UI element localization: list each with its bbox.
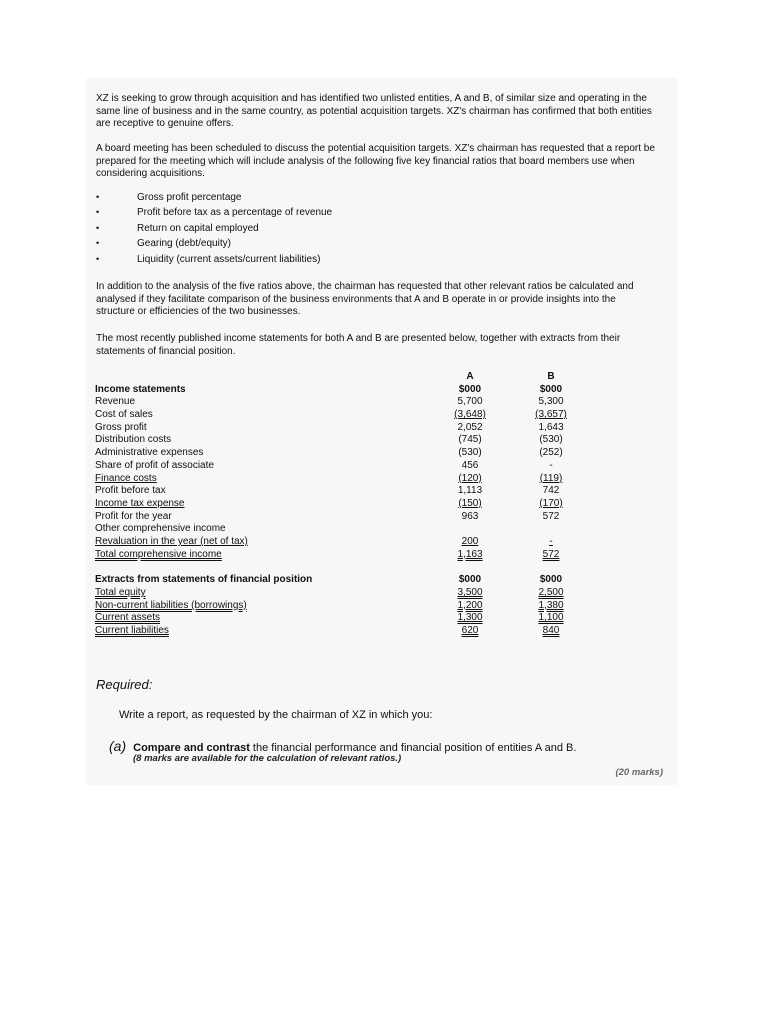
- bullet-icon: •: [96, 238, 100, 249]
- value-a: 5,700: [457, 396, 483, 408]
- value-b: 1,643: [538, 421, 564, 433]
- value-a: 963: [461, 510, 479, 522]
- value-a: 200: [461, 535, 479, 547]
- table-row: [95, 460, 595, 473]
- row-label: Revaluation in the year (net of tax): [95, 535, 248, 547]
- value-b: 1,380: [538, 599, 564, 611]
- value-b: 572: [542, 548, 560, 560]
- row-label: Cost of sales: [95, 409, 153, 421]
- value-b: 742: [542, 485, 560, 497]
- table-row: [95, 422, 595, 435]
- table-row: [95, 536, 595, 549]
- row-label: Finance costs: [95, 472, 157, 484]
- list-item-text: Liquidity (current assets/current liabilities): [137, 253, 321, 265]
- value-a: 620: [461, 625, 479, 637]
- value-a: (3,648): [454, 409, 486, 421]
- table-row: [95, 498, 595, 511]
- income-heading-row: [95, 384, 595, 397]
- value-a: (150): [458, 497, 482, 509]
- row-label: Current assets: [95, 612, 161, 624]
- value-b: (3,657): [535, 409, 567, 421]
- required-heading: Required:: [96, 677, 153, 692]
- value-a: (745): [458, 434, 482, 446]
- row-label: Share of profit of associate: [95, 459, 214, 471]
- table-row: [95, 612, 595, 625]
- value-b: 5,300: [538, 396, 564, 408]
- row-label: Distribution costs: [95, 434, 172, 446]
- row-label: Profit for the year: [95, 510, 172, 522]
- row-label: Income tax expense: [95, 497, 185, 509]
- row-label: Revenue: [95, 396, 136, 408]
- bullet-icon: •: [96, 207, 100, 218]
- ratio-list: [96, 190, 332, 267]
- table-row: [95, 523, 595, 536]
- table-row: [95, 447, 595, 460]
- row-label: Gross profit: [95, 421, 147, 433]
- position-heading-row: [95, 574, 595, 587]
- income-statements-heading: Income statements: [95, 383, 186, 395]
- board-meeting-paragraph: A board meeting has been scheduled to discuss the potential acquisition targets. XZ's chairman has requested that a report be prepared for the meeting which will include analysis of the following five key financial ratios that board members use when considering acquisitions.: [96, 143, 655, 179]
- table-row: [95, 511, 595, 524]
- value-b: (530): [539, 434, 563, 446]
- value-b: 2,500: [538, 587, 564, 598]
- column-header-a: A: [466, 371, 474, 382]
- financial-statements-table: [95, 371, 595, 638]
- value-a: 2,052: [457, 421, 483, 433]
- list-item: [96, 221, 332, 236]
- table-row: [95, 396, 595, 409]
- column-header-b: B: [547, 371, 555, 382]
- list-item-text: Return on capital employed: [137, 222, 259, 234]
- table-row: [95, 587, 595, 600]
- part-emphasis: Compare and contrast: [133, 742, 250, 754]
- part-note: (8 marks are available for the calculation of relevant ratios.): [133, 753, 402, 764]
- column-header-row: [95, 371, 595, 384]
- bullet-icon: •: [96, 192, 100, 202]
- required-instruction: Write a report, as requested by the chairman of XZ in which you:: [119, 709, 433, 721]
- bullet-icon: •: [96, 253, 100, 264]
- bullet-icon: •: [96, 222, 100, 233]
- value-a: 3,500: [457, 587, 483, 598]
- value-b: 840: [542, 625, 560, 637]
- value-b: -: [549, 459, 553, 471]
- value-b: 1,100: [538, 612, 564, 624]
- value-b: -: [549, 535, 553, 547]
- financial-position-heading: Extracts from statements of financial position: [95, 574, 313, 586]
- value-b: (119): [539, 472, 563, 484]
- row-label: Non-current liabilities (borrowings): [95, 599, 247, 611]
- row-label: Current liabilities: [95, 625, 169, 637]
- table-row: [95, 600, 595, 613]
- value-a: (120): [458, 472, 482, 484]
- value-b: (252): [539, 447, 563, 459]
- table-row: [95, 434, 595, 447]
- question-part-a: [109, 738, 576, 754]
- table-row: [95, 409, 595, 422]
- value-b: 572: [542, 510, 560, 522]
- value-a: 1,200: [457, 599, 483, 611]
- part-letter: (a): [109, 738, 127, 754]
- value-a: 1,113: [457, 485, 483, 497]
- list-item-text: Gross profit percentage: [137, 192, 242, 203]
- row-label: Administrative expenses: [95, 447, 204, 459]
- statements-intro-paragraph: The most recently published income statements for both A and B are presented below, together with extracts from their statements of financial position.: [96, 333, 621, 357]
- list-item-text: Gearing (debt/equity): [137, 238, 231, 250]
- value-a: 456: [461, 459, 479, 471]
- table-row: [95, 473, 595, 486]
- unit-a: $000: [458, 574, 482, 586]
- value-b: (170): [539, 497, 563, 509]
- table-row: [95, 549, 595, 562]
- intro-paragraph: XZ is seeking to grow through acquisition and has identified two unlisted entities, A and B, of similar size and operating in the same line of business and in the same country, as potential acquisition targets. XZ's chairman has confirmed that both entities are receptive to genuine offers.: [96, 93, 652, 129]
- other-ratios-paragraph: In addition to the analysis of the five ratios above, the chairman has requested that other relevant ratios be calculated and analysed if they facilitate comparison of the business environments that A and B operate in or provide insights into the structure or efficiencies of the two businesses.: [96, 281, 634, 317]
- table-row: [95, 485, 595, 498]
- row-label: Other comprehensive income: [95, 523, 226, 535]
- spacer: [95, 561, 595, 574]
- part-text: the financial performance and financial position of entities A and B.: [249, 742, 577, 754]
- table-row: [95, 625, 595, 638]
- value-a: 1,163: [457, 548, 483, 560]
- list-item: [96, 236, 332, 251]
- list-item: [96, 190, 332, 205]
- marks-label: (20 marks): [615, 767, 663, 778]
- value-a: (530): [458, 447, 482, 459]
- list-item: [96, 252, 332, 267]
- unit-a: $000: [458, 383, 482, 395]
- unit-b: $000: [539, 383, 563, 395]
- row-label: Total comprehensive income: [95, 548, 222, 560]
- list-item: [96, 205, 332, 220]
- row-label: Profit before tax: [95, 485, 166, 497]
- value-a: 1,300: [457, 612, 483, 624]
- row-label: Total equity: [95, 587, 146, 598]
- list-item-text: Profit before tax as a percentage of revenue: [137, 207, 333, 219]
- unit-b: $000: [539, 574, 563, 586]
